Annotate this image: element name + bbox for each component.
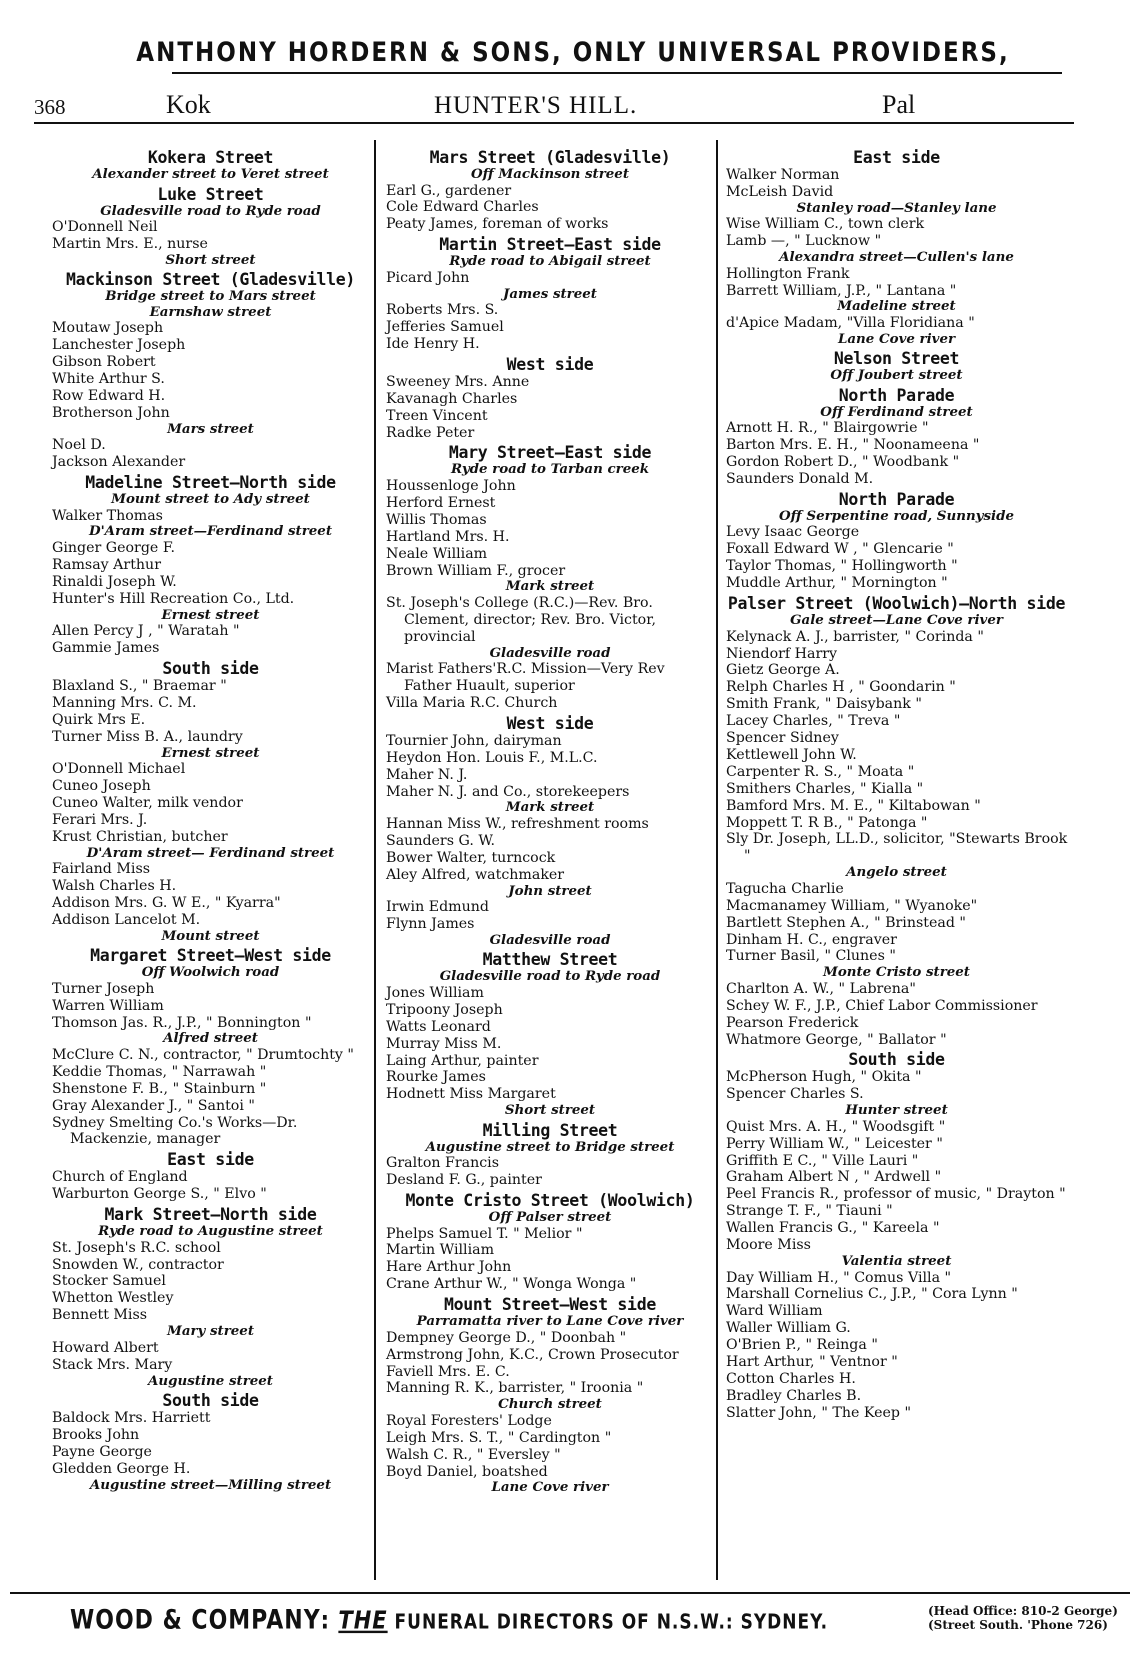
footer-separator: : <box>320 1605 339 1635</box>
cross-street: Gladesville road <box>489 931 611 948</box>
resident-entry: Lamb —, " Lucknow " <box>726 233 882 250</box>
cross-street: Off Serpentine road, Sunnyside <box>779 507 1014 524</box>
resident-entry: Turner Miss B. A., laundry <box>52 728 243 745</box>
resident-entry: Martin Mrs. E., nurse <box>52 235 208 252</box>
resident-entry: Brooks John <box>52 1426 140 1443</box>
cross-street: Lane Cove river <box>491 1479 609 1496</box>
cross-street: Alfred street <box>163 1030 258 1047</box>
street-heading: East side <box>167 1150 254 1170</box>
resident-entry: Lacey Charles, " Treva " <box>726 713 901 730</box>
cross-street: Gladesville road to Ryde road <box>439 968 661 985</box>
resident-entry: Gibson Robert <box>52 354 156 371</box>
resident-entry: Slatter John, " The Keep " <box>726 1404 911 1421</box>
resident-entry: Hodnett Miss Margaret <box>386 1086 556 1103</box>
resident-entry: Hunter's Hill Recreation Co., Ltd. <box>52 590 295 607</box>
resident-entry: Hare Arthur John <box>386 1259 512 1276</box>
street-heading: Martin Street—East side <box>439 235 661 255</box>
resident-entry: Kettlewell John W. <box>726 746 857 763</box>
cross-street: Mark street <box>505 799 595 816</box>
cross-street: Madeline street <box>837 298 956 315</box>
resident-entry: Dinham H. C., engraver <box>726 931 897 948</box>
footer-note-line1: (Head Office: 810-2 George) <box>928 1604 1118 1618</box>
cross-street: Off Woolwich road <box>141 964 280 981</box>
resident-entry: Gralton Francis <box>386 1155 499 1172</box>
resident-entry: Fairland Miss <box>52 861 151 878</box>
cross-street: Mount street <box>161 927 260 944</box>
resident-entry: Pearson Frederick <box>726 1014 859 1031</box>
cross-street: Short street <box>165 251 256 268</box>
resident-entry: Villa Maria R.C. Church <box>386 694 558 711</box>
resident-entry: Griffith E C., " Ville Lauri " <box>726 1152 919 1169</box>
resident-entry: Smithers Charles, " Kialla " <box>726 780 924 797</box>
resident-entry: Payne George <box>52 1443 152 1460</box>
page-number: 368 <box>34 95 66 119</box>
resident-entry: Graham Albert N , " Ardwell " <box>726 1169 942 1186</box>
cross-street: Ryde road to Tarban creek <box>450 461 650 478</box>
cross-street: Church street <box>498 1396 602 1413</box>
resident-entry: Moppett T. R B., " Patonga " <box>726 814 928 831</box>
cross-street: Mount street to Ady street <box>111 491 310 508</box>
resident-entry: Marist Fathers'R.C. Mission—Very Rev Father Huault, superior <box>386 661 665 695</box>
resident-entry: Charlton A. W., " Labrena" <box>726 980 916 997</box>
resident-entry: Rinaldi Joseph W. <box>52 573 177 590</box>
cross-street: Valentia street <box>841 1253 952 1269</box>
column-divider-1 <box>374 140 376 1580</box>
running-head <box>34 88 1074 120</box>
resident-entry: Snowden W., contractor <box>52 1256 224 1273</box>
resident-entry: Stack Mrs. Mary <box>52 1356 173 1373</box>
resident-entry: Smith Frank, " Daisybank " <box>726 696 922 713</box>
resident-entry: Niendorf Harry <box>726 645 838 662</box>
resident-entry: Herford Ernest <box>386 494 496 511</box>
cross-street: Ernest street <box>161 606 260 623</box>
resident-entry: Walsh C. R., " Eversley " <box>386 1446 561 1463</box>
street-heading: South side <box>162 1391 259 1410</box>
resident-entry: Ferari Mrs. J. <box>52 811 148 828</box>
resident-entry: Barrett William, J.P., " Lantana " <box>726 282 957 299</box>
cross-street: Ryde road to Augustine street <box>98 1223 323 1240</box>
resident-entry: St. Joseph's College (R.C.)—Rev. Bro. Clement, director; Rev. Bro. Victor, provincial <box>386 594 656 645</box>
resident-entry: Bower Walter, turncock <box>386 849 556 866</box>
resident-entry: Shenstone F. B., " Stainburn " <box>52 1080 267 1097</box>
resident-entry: Schey W. F., J.P., Chief Labor Commissioner <box>726 997 1038 1014</box>
resident-entry: Moutaw Joseph <box>52 320 164 337</box>
resident-entry: Leigh Mrs. S. T., " Cardington " <box>386 1429 612 1446</box>
resident-entry: Strange T. F., " Tiauni " <box>726 1203 893 1220</box>
resident-entry: Bamford Mrs. M. E., " Kiltabowan " <box>726 797 981 814</box>
resident-entry: Lanchester Joseph <box>52 337 186 354</box>
resident-entry: Sly Dr. Joseph, LL.D., solicitor, "Stewarts Brook " <box>726 831 1068 865</box>
cross-street: Off Ferdinand street <box>820 403 973 420</box>
resident-entry: Day William H., " Comus Villa " <box>726 1269 952 1286</box>
footer-advertisement <box>70 1604 1130 1644</box>
resident-entry: Stocker Samuel <box>52 1273 166 1290</box>
street-heading: West side <box>506 354 594 374</box>
resident-entry: Maher N. J. <box>386 766 468 783</box>
resident-entry: Kelynack A. J., barrister, " Corinda " <box>726 628 984 645</box>
street-heading: Mount Street—West side <box>444 1295 656 1315</box>
resident-entry: Rourke James <box>386 1069 486 1086</box>
resident-entry: Jackson Alexander <box>52 454 186 471</box>
resident-entry: Walsh Charles H. <box>52 877 177 894</box>
street-heading: Nelson Street <box>833 349 960 369</box>
cross-street: Short street <box>504 1102 596 1119</box>
resident-entry: Perry William W., " Leicester " <box>726 1135 943 1152</box>
street-heading: Luke Street <box>157 184 264 204</box>
street-heading: Kokera Street <box>147 148 274 167</box>
cross-street: Stanley road—Stanley lane <box>796 199 997 216</box>
resident-entry: Irwin Edmund <box>386 899 489 916</box>
resident-entry: Tagucha Charlie <box>726 880 844 897</box>
resident-entry: Moore Miss <box>726 1237 811 1254</box>
resident-entry: Row Edward H. <box>52 387 166 404</box>
resident-entry: Ward William <box>726 1303 823 1320</box>
footer-note-line2: (Street South. 'Phone 726) <box>928 1618 1108 1632</box>
resident-entry: Tripoony Joseph <box>386 1001 503 1018</box>
resident-entry: Sweeney Mrs. Anne <box>386 373 530 390</box>
resident-entry: Walker Thomas <box>52 507 163 524</box>
resident-entry: Warren William <box>52 997 164 1014</box>
street-heading: North Parade <box>838 489 955 509</box>
cross-street: Mars street <box>167 420 254 437</box>
resident-entry: Manning R. K., barrister, " Iroonia " <box>386 1380 644 1397</box>
resident-entry: Treen Vincent <box>386 407 488 424</box>
street-heading: Madeline Street—North side <box>85 473 336 493</box>
resident-entry: White Arthur S. <box>52 371 165 388</box>
cross-street: Hunter street <box>845 1102 948 1119</box>
resident-entry: Bradley Charles B. <box>726 1387 862 1404</box>
resident-entry: Warburton George S., " Elvo " <box>52 1186 267 1203</box>
street-heading: North Parade <box>838 385 955 405</box>
resident-entry: Cuneo Joseph <box>52 777 151 794</box>
cross-street: D'Aram street—Ferdinand street <box>88 523 333 540</box>
resident-entry: Wise William C., town clerk <box>726 216 925 233</box>
street-heading: Mary Street—East side <box>448 443 652 463</box>
street-heading: Milling Street <box>482 1120 618 1140</box>
resident-entry: Krust Christian, butcher <box>52 828 228 845</box>
resident-entry: Arnott H. R., " Blairgowrie " <box>726 420 929 437</box>
resident-entry: Peel Francis R., professor of music, " Drayton " <box>726 1186 1066 1203</box>
cross-street: Off Mackinson street <box>470 166 630 182</box>
resident-entry: Desland F. G., painter <box>386 1172 542 1189</box>
resident-entry: Phelps Samuel T. " Melior " <box>386 1225 583 1242</box>
resident-entry: Saunders G. W. <box>386 832 495 849</box>
resident-entry: Tournier John, dairyman <box>386 732 562 749</box>
resident-entry: Kavanagh Charles <box>386 390 518 407</box>
resident-entry: Gordon Robert D., " Woodbank " <box>726 454 960 471</box>
resident-entry: McClure C. N., contractor, " Drumtochty " <box>52 1046 354 1063</box>
resident-entry: Roberts Mrs. S. <box>386 302 499 319</box>
resident-entry: Hannan Miss W., refreshment rooms <box>386 815 649 832</box>
resident-entry: Radke Peter <box>386 424 475 441</box>
cross-street: Bridge street to Mars street <box>105 288 316 305</box>
resident-entry: Manning Mrs. C. M. <box>52 694 197 711</box>
cross-street: Mark street <box>505 578 595 595</box>
resident-entry: Turner Joseph <box>52 980 155 997</box>
cross-street: Gale street—Lane Cove river <box>790 612 1003 629</box>
resident-entry: Boyd Daniel, boatshed <box>386 1463 548 1480</box>
resident-entry: Hartland Mrs. H. <box>386 528 510 545</box>
cross-street: Gladesville road to Ryde road <box>100 202 321 219</box>
resident-entry: Addison Lancelot M. <box>52 911 201 928</box>
resident-entry: Waller William G. <box>726 1320 851 1337</box>
resident-entry: Houssenloge John <box>386 477 516 494</box>
cross-street: Monte Cristo street <box>823 964 970 981</box>
resident-entry: Gietz George A. <box>726 662 840 679</box>
locality-title: HUNTER'S HILL. <box>434 92 638 119</box>
resident-entry: d'Apice Madam, "Villa Floridiana " <box>726 314 975 331</box>
resident-entry: Church of England <box>52 1169 188 1186</box>
resident-entry: Gray Alexander J., " Santoi " <box>52 1097 255 1114</box>
cross-street: Gladesville road <box>489 644 611 661</box>
resident-entry: Faviell Mrs. E. C. <box>386 1363 510 1380</box>
resident-entry: Maher N. J. and Co., storekeepers <box>386 783 630 800</box>
resident-entry: Marshall Cornelius C., J.P., " Cora Lynn " <box>726 1286 1018 1303</box>
cross-street: Earnshaw street <box>149 303 272 320</box>
resident-entry: Jefferies Samuel <box>386 319 504 336</box>
header-rule-bottom <box>34 122 1074 124</box>
resident-entry: Turner Basil, " Clunes " <box>726 948 896 965</box>
resident-entry: Jones William <box>386 984 484 1001</box>
cross-street: John street <box>508 882 592 899</box>
cross-street: Lane Cove river <box>837 330 956 347</box>
resident-entry: Wallen Francis G., " Kareela " <box>726 1220 940 1237</box>
resident-entry: Willis Thomas <box>386 511 487 528</box>
street-heading: West side <box>506 713 594 733</box>
advertising-banner: ANTHONY HORDERN & SONS, ONLY UNIVERSAL PROVIDERS, <box>136 38 1010 68</box>
resident-entry: Whetton Westley <box>52 1290 174 1307</box>
resident-entry: Laing Arthur, painter <box>386 1052 539 1069</box>
street-heading: South side <box>848 1050 945 1070</box>
resident-entry: Crane Arthur W., " Wonga Wonga " <box>386 1276 637 1293</box>
resident-entry: Whatmore George, " Ballator " <box>726 1031 947 1048</box>
footer-tagline: FUNERAL DIRECTORS OF N.S.W.: SYDNEY. <box>387 1610 829 1635</box>
resident-entry: Macmanamey William, " Wyanoke" <box>726 897 978 914</box>
key-word-left: Kok <box>166 90 211 119</box>
resident-entry: Howard Albert <box>52 1339 159 1356</box>
resident-entry: Foxall Edward W , " Glencarie " <box>726 541 954 558</box>
resident-entry: O'Donnell Michael <box>52 761 186 778</box>
resident-entry: Martin William <box>386 1242 495 1259</box>
resident-entry: Brown William F., grocer <box>386 562 566 579</box>
resident-entry: Noel D. <box>52 437 106 454</box>
key-word-right: Pal <box>882 90 916 119</box>
directory-column-1 <box>48 146 373 1493</box>
resident-entry: Gledden George H. <box>52 1460 191 1477</box>
resident-entry: Peaty James, foreman of works <box>386 216 609 233</box>
cross-street: Angelo street <box>846 864 947 881</box>
cross-street: Ernest street <box>161 744 260 761</box>
resident-entry: Saunders Donald M. <box>726 471 874 488</box>
resident-entry: Blaxland S., " Braemar " <box>52 677 227 694</box>
footer-text <box>70 1606 828 1636</box>
resident-entry: McPherson Hugh, " Okita " <box>726 1069 922 1086</box>
resident-entry: Muddle Arthur, " Mornington " <box>726 575 948 592</box>
cross-street: Augustine street—Milling street <box>89 1476 332 1493</box>
resident-entry: Quist Mrs. A. H., " Woodsgift " <box>726 1118 946 1135</box>
resident-entry: Thomson Jas. R., J.P., " Bonnington " <box>52 1014 312 1031</box>
street-heading: Mackinson Street (Gladesville) <box>65 270 355 290</box>
street-heading: South side <box>162 658 259 678</box>
resident-entry: Allen Percy J , " Waratah " <box>52 623 240 640</box>
resident-entry: Aley Alfred, watchmaker <box>386 866 565 883</box>
footer-rule <box>10 1592 1130 1594</box>
resident-entry: Barton Mrs. E. H., " Noonameena " <box>726 437 980 454</box>
street-heading: Mars Street (Gladesville) <box>429 148 671 167</box>
resident-entry: Cotton Charles H. <box>726 1370 856 1387</box>
resident-entry: McLeish David <box>726 183 834 200</box>
resident-entry: Ginger George F. <box>52 539 175 556</box>
resident-entry: Gammie James <box>52 640 160 656</box>
resident-entry: Carpenter R. S., " Moata " <box>726 763 915 780</box>
footer-company: WOOD & COMPANY <box>70 1605 321 1636</box>
resident-entry: Dempney George D., " Doonbah " <box>386 1329 627 1346</box>
resident-entry: Cole Edward Charles <box>386 199 539 216</box>
cross-street: D'Aram street— Ferdinand street <box>86 844 335 861</box>
street-heading: Matthew Street <box>482 950 618 970</box>
street-heading: Palser Street (Woolwich)—North side <box>727 594 1066 614</box>
resident-entry: Hollington Frank <box>726 265 850 282</box>
resident-entry: Quirk Mrs E. <box>52 711 146 728</box>
resident-entry: Ramsay Arthur <box>52 556 161 573</box>
resident-entry: Relph Charles H , " Goondarin " <box>726 679 956 696</box>
resident-entry: St. Joseph's R.C. school <box>52 1239 221 1256</box>
street-heading: East side <box>853 148 940 167</box>
header-rule-top <box>172 72 1062 74</box>
directory-column-2 <box>384 146 716 1496</box>
resident-entry: Ide Henry H. <box>386 335 480 352</box>
cross-street: Mary street <box>167 1323 254 1340</box>
resident-entry: Armstrong John, K.C., Crown Prosecutor <box>386 1346 679 1363</box>
resident-entry: Baldock Mrs. Harriett <box>52 1410 211 1426</box>
resident-entry: Brotherson John <box>52 404 170 421</box>
cross-street: Parramatta river to Lane Cove river <box>416 1313 684 1330</box>
resident-entry: Bartlett Stephen A., " Brinstead " <box>726 914 966 931</box>
resident-entry: Neale William <box>386 545 488 562</box>
street-heading: Margaret Street—West side <box>90 946 331 966</box>
footer-address-note <box>928 1604 1118 1632</box>
resident-entry: Spencer Charles S. <box>726 1086 864 1103</box>
resident-entry: Spencer Sidney <box>726 730 839 747</box>
cross-street: Off Palser street <box>488 1209 612 1226</box>
resident-entry: Sydney Smelting Co.'s Works—Dr. Mackenzie, manager <box>52 1114 298 1148</box>
resident-entry: Hart Arthur, " Ventnor " <box>726 1354 898 1371</box>
resident-entry: Taylor Thomas, " Hollingworth " <box>726 558 958 575</box>
resident-entry: Flynn James <box>386 916 475 932</box>
resident-entry: Cuneo Walter, milk vendor <box>52 794 243 811</box>
cross-street: Augustine street to Bridge street <box>425 1138 675 1155</box>
cross-street: Alexander street to Veret street <box>92 166 329 182</box>
resident-entry: Earl G., gardener <box>386 182 512 199</box>
resident-entry: Royal Foresters' Lodge <box>386 1412 552 1429</box>
resident-entry: Heydon Hon. Louis F., M.L.C. <box>386 749 598 766</box>
cross-street: Ryde road to Abigail street <box>449 253 651 270</box>
street-heading: Mark Street—North side <box>104 1205 317 1225</box>
resident-entry: Picard John <box>386 269 470 286</box>
footer-the: THE <box>338 1605 388 1635</box>
cross-street: Off Joubert street <box>830 367 963 384</box>
resident-entry: Levy Isaac George <box>726 524 860 541</box>
resident-entry: Walker Norman <box>726 167 840 183</box>
street-heading: Monte Cristo Street (Woolwich) <box>405 1191 695 1211</box>
resident-entry: Addison Mrs. G. W E., " Kyarra" <box>52 894 281 911</box>
resident-entry: Bennett Miss <box>52 1307 148 1324</box>
cross-street: Augustine street <box>148 1372 273 1389</box>
directory-column-3 <box>724 146 1069 1422</box>
cross-street: James street <box>503 285 597 302</box>
resident-entry: Keddie Thomas, " Narrawah " <box>52 1063 267 1080</box>
resident-entry: O'Brien P., " Reinga " <box>726 1337 878 1354</box>
cross-street: Alexandra street—Cullen's lane <box>779 249 1014 266</box>
column-divider-2 <box>716 140 718 1580</box>
resident-entry: Watts Leonard <box>386 1018 491 1035</box>
resident-entry: Murray Miss M. <box>386 1035 502 1052</box>
resident-entry: O'Donnell Neil <box>52 219 158 235</box>
